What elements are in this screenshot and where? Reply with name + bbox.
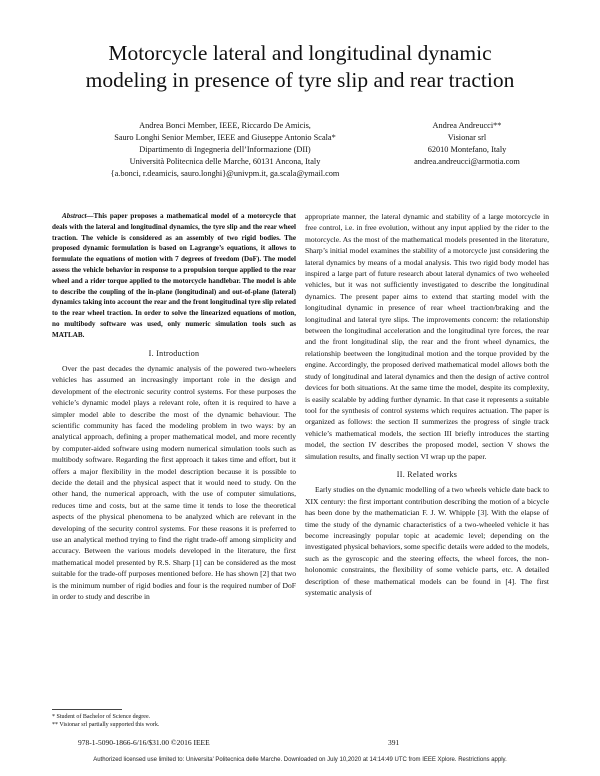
footnote-rule	[52, 709, 122, 710]
author-university: Università Politecnica delle Marche, 60131 Ancona, Italy	[129, 157, 321, 166]
author-block-right	[392, 120, 542, 168]
author-city-right: 62010 Montefano, Italy	[427, 145, 507, 154]
footer-isbn: 978-1-5090-1866-6/16/$31.00 ©2016 IEEE	[78, 738, 210, 747]
title-line-2: modeling in presence of tyre slip and rear traction	[85, 68, 515, 92]
right-column	[305, 211, 549, 598]
intro-paragraph-continued: appropriate manner, the lateral dynamic and stability of a large motorcycle in free control, i.e. in free evolution, without any input applied by the rider to the motorcycle. As the most of the mathematical models presented in the literature, Sharp’s initial model examines the stability of a motorcycle just considering the lateral dynamics by means of a modal analysis. This two rigid body model has inspired a large part of future research about lateral dynamics of two weheeled vehicles, but it was not sufficiently investigated to describe the longitudinal dynamics. The present paper aims to extend that starting model with the longitudinal dynamic in presence of rear wheel traction/braking and the longitudinal and lateral tyre slips. The improvements concern: the relationship between the longitudinal acceleration and the longitudinal tyre forces, the rear and the front longitudinal slip, the rear and the front wheel dynamics, the relationship beetween the longitudinal motion and the torque provided by the engine. Accordingly, the proposed derived mathematical model allows both the study of longitudinal and lateral dynamics and then the design of active control devices for both situations. At the same time the model, despite its complexity, is easily scalable by adding further dynamic. In that case it represents a suitable tool for the synthesis of control systems which requires actuation. The paper is organized as follows: the section II summerizes the progress of single track vehicle’s mathematical models, the section III briefly introduces the starting model, the section IV describes the proposed model, section V shows the simulation results, and finally section VI wrap up the paper.	[305, 212, 549, 461]
left-column	[52, 211, 296, 603]
section-heading-related-works: II. Related works	[396, 469, 458, 479]
author-org-right: Visionar srl	[447, 133, 487, 142]
related-works-paragraph-1: Early studies on the dynamic modelling of a two wheels vehicle date back to XIX century: the first important contribution describing the motion of a bicycle has been done by the mathematician F. J. W. Whipple [3]. With the elapse of time the study of the dynamic characteristics of a two-wheeled vehicle it has become increasingly popular topic at academic level; depending on the investigated physical behaviors, some specific details were added to the models, such as the gyroscopic and the steering effects, the wheel forces, the non-holonomic constraints, the flexibility of some vehicle parts, etc. A detailed description of these mathematical models can be found in [4]. The first systematic analysis of	[305, 485, 549, 597]
footnote-2: ** Visionar srl partially supported this work.	[52, 722, 160, 729]
author-names-1: Andrea Bonci Member, IEEE, Riccardo De Amicis,	[139, 121, 311, 130]
author-email-right: andrea.andreucci@armotia.com	[414, 157, 520, 166]
author-names-2: Sauro Longhi Senior Member, IEEE and Giuseppe Antonio Scala*	[114, 133, 336, 142]
footer-page-number: 391	[388, 738, 400, 747]
section-heading-introduction: I. Introduction	[148, 348, 200, 358]
title-line-1: Motorcycle lateral and longitudinal dynamic	[108, 41, 492, 65]
author-block-left	[60, 120, 390, 180]
footnote-1: * Student of Bachelor of Science degree.	[52, 714, 151, 720]
intro-paragraph-1: Over the past decades the dynamic analysis of the powered two-wheelers vehicles has assumed an increasingly important role in the design and development of the electronic security control systems. For these purposes the vehicle’s dynamic model plays a relevant role, often it is required to have a simpler model able to describe the most of the dynamic behaviour. The scientific community has faced the modeling problem in two ways: by an analytical approach, defining a proper mathematical model, and more recently by computer-aided software using modern numerical simulation tools such as multibody software. Regarding the first approach it takes time and effort, but it offers a major flexibility in the model description because it is possible to decide the detail and the physical aspect that it would need to study. On the other hand, the numerical approach, with the use of computer simulations, reduces time and costs, but at the same time it tends to lose the theoretical aspects of the physical phenomena to be analyzed which are relevant in the developing of the security control systems. For these reasons it is preferred to use an analytical method trying to find the right trade-off among simplicity and accuracy. Between the various models developed in the literature, the first mathematical model presented by R.S. Sharp [1] can be considered as the most suitable for the trade-off purposes mentioned before. He has shown [2] that two is the minimum number of rigid bodies and four is the required number of DoF in order to study and describe in	[52, 363, 296, 602]
abstract	[52, 211, 296, 341]
author-emails: {a.bonci, r.deamicis, sauro.longhi}@univpm.it, ga.scala@ymail.com	[110, 169, 340, 178]
footnotes	[52, 713, 296, 730]
author-name-right: Andrea Andreucci**	[432, 121, 502, 130]
abstract-text: This paper proposes a mathematical model of a motorcycle that deals with the lateral and longitudinal dynamics, the tyre slip and the rear wheel traction. The vehicle is considered as an assembly of two rigid bodies. The proposed dynamic formulation is based on Lagrange’s equations, it allows to formulate the equations of motion with 7 degrees of freedom (DoF). The model assess the vehicle behavior in response to a propulsion torque applied to the rear wheel and a rider torque applied to the motorcycle handlebar. The model is able to describe the coupling of the in-plane (longitudinal) and out-of-plane (lateral) dynamics taking into account the rear and the front longitudinal tyre slip related to the rear wheel traction. In order to solve the linearized equations of motion, no multibody software was used, only numeric simulation tools such as MATLAB.	[52, 212, 296, 339]
paper-title	[40, 40, 560, 94]
download-notice: Authorized licensed use limited to: Universita' Politecnica delle Marche. Downloaded on July 10,2020 at 14:14:49 UTC from IEEE Xplore. Restrictions apply.	[93, 757, 507, 763]
abstract-lead: Abstract—	[62, 212, 94, 220]
author-department: Dipartimento di Ingegneria dell’Informazione (DII)	[139, 145, 311, 154]
